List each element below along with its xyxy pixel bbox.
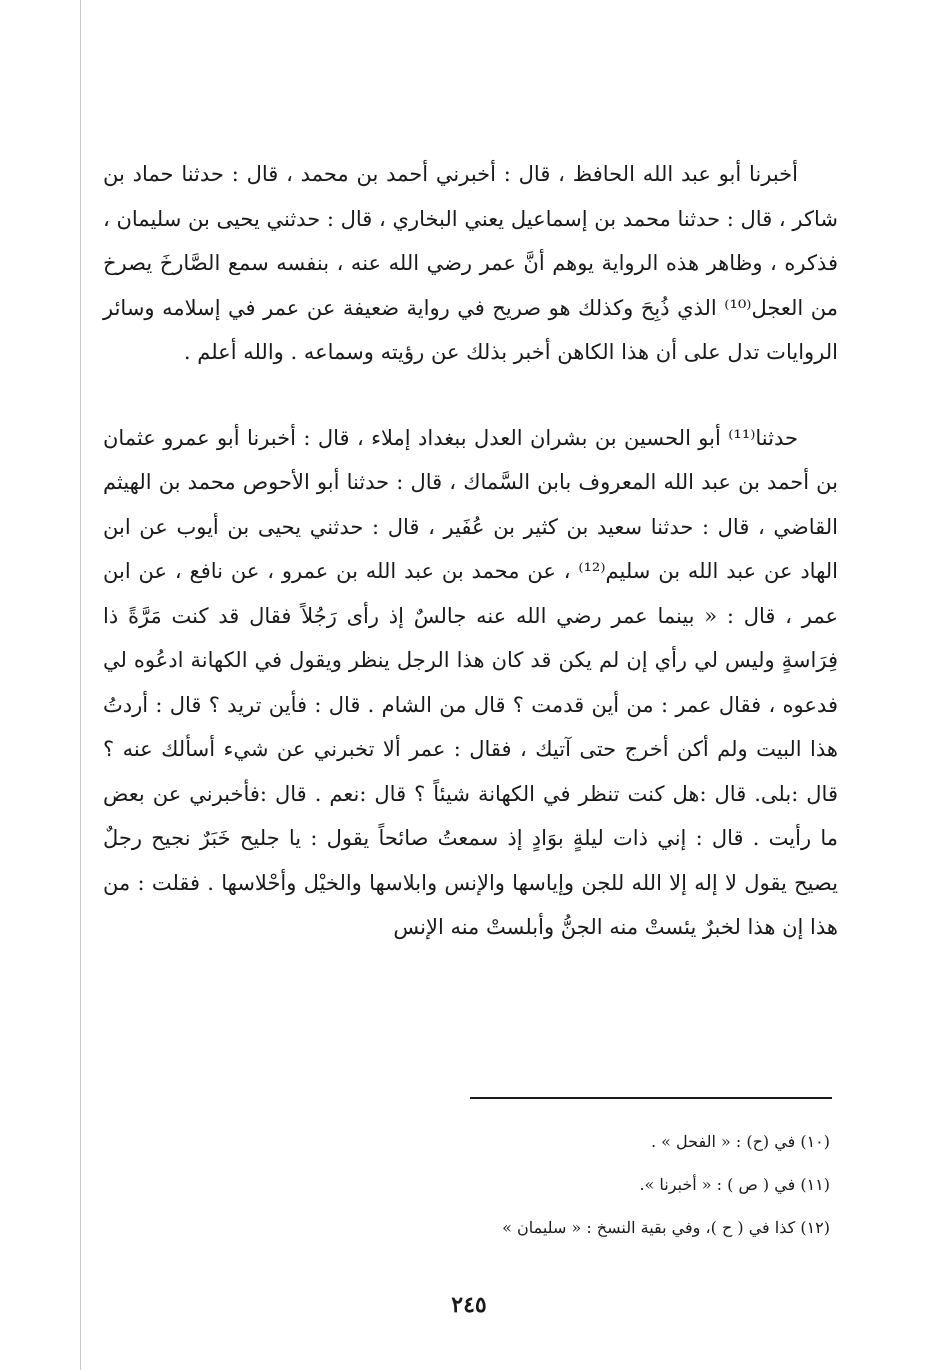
page-number: ٢٤٥ (451, 1292, 487, 1318)
footnote-separator (470, 1097, 832, 1099)
paragraph-2: حدثنا⁽¹¹⁾ أبو الحسين بن بشران العدل ببغداد إملاء ، قال : أخبرنا أبو عمرو عثمان بن أحمد بن عبد الله المعروف بابن السَّماك ، قال : حدثنا أبو الأحوص محمد بن الهيثم القاضي ، قال : حدثنا سعيد بن كثير بن عُفَير ، قال : حدثني يحيى بن أيوب عن ابن الهاد عن عبد الله بن سليم⁽¹²⁾ ، عن محمد بن عبد الله بن عمرو ، عن نافع ، عن ابن عمر ، قال : « بينما عمر رضي الله عنه جالسٌ إذ رأى رَجُلاً فقال قد كنت مَرَّةً ذا فِرَاسةٍ وليس لي رأي إن لم يكن قد كان هذا الرجل ينظر ويقول في الكهانة ادعُوه لي فدعوه ، فقال عمر : من أين قدمت ؟ قال من الشام . قال : فأين تريد ؟ قال : أردتُ هذا البيت ولم أكن أخرج حتى آتيك ، فقال : عمر ألا تخبرني عن شيء أسألك عنه ؟ قال :بلى. قال :هل كنت تنظر في الكهانة شيئاً ؟ قال :نعم . قال :فأخبرني عن بعض ما رأيت . قال : إني ذات ليلةٍ بوَادٍ إذ سمعتُ صائحاً يقول : يا جليح خَبَرٌ نجيح رجلٌ يصيح يقول لا إله إلا الله للجن وإياسها والإنس وابلاسها والخيْل وأحْلاسها . فقلت : من هذا إن هذا لخبرٌ يئستْ منه الجنُّ وأبلستْ منه الإنس (103, 425, 838, 939)
footnotes (103, 1120, 838, 1249)
page-binding-line (80, 0, 81, 1370)
footnote-10: (١٠) في (ح) : « الفحل » . (651, 1132, 830, 1151)
footnote-11: (١١) في ( ص ) : « أخبرنا ». (639, 1175, 830, 1194)
page-body (103, 140, 838, 950)
footnote-12: (١٢) كذا في ( ح )، وفي بقية النسخ : « سليمان » (502, 1218, 830, 1237)
paragraph-1: أخبرنا أبو عبد الله الحافظ ، قال : أخبرني أحمد بن محمد ، قال : حدثنا حماد بن شاكر ، قال : حدثنا محمد بن إسماعيل يعني البخاري ، قال : حدثني يحيى بن سليمان ، فذكره ، وظاهر هذه الرواية يوهم أنَّ عمر رضي الله عنه ، بنفسه سمع الصَّارخَ يصرخ من العجل⁽¹⁰⁾ الذي ذُبِحَ وكذلك هو صريح في رواية ضعيفة عن عمر في إسلامه وسائر الروايات تدل على أن هذا الكاهن أخبر بذلك عن رؤيته وسماعه . والله أعلم . (103, 162, 838, 364)
